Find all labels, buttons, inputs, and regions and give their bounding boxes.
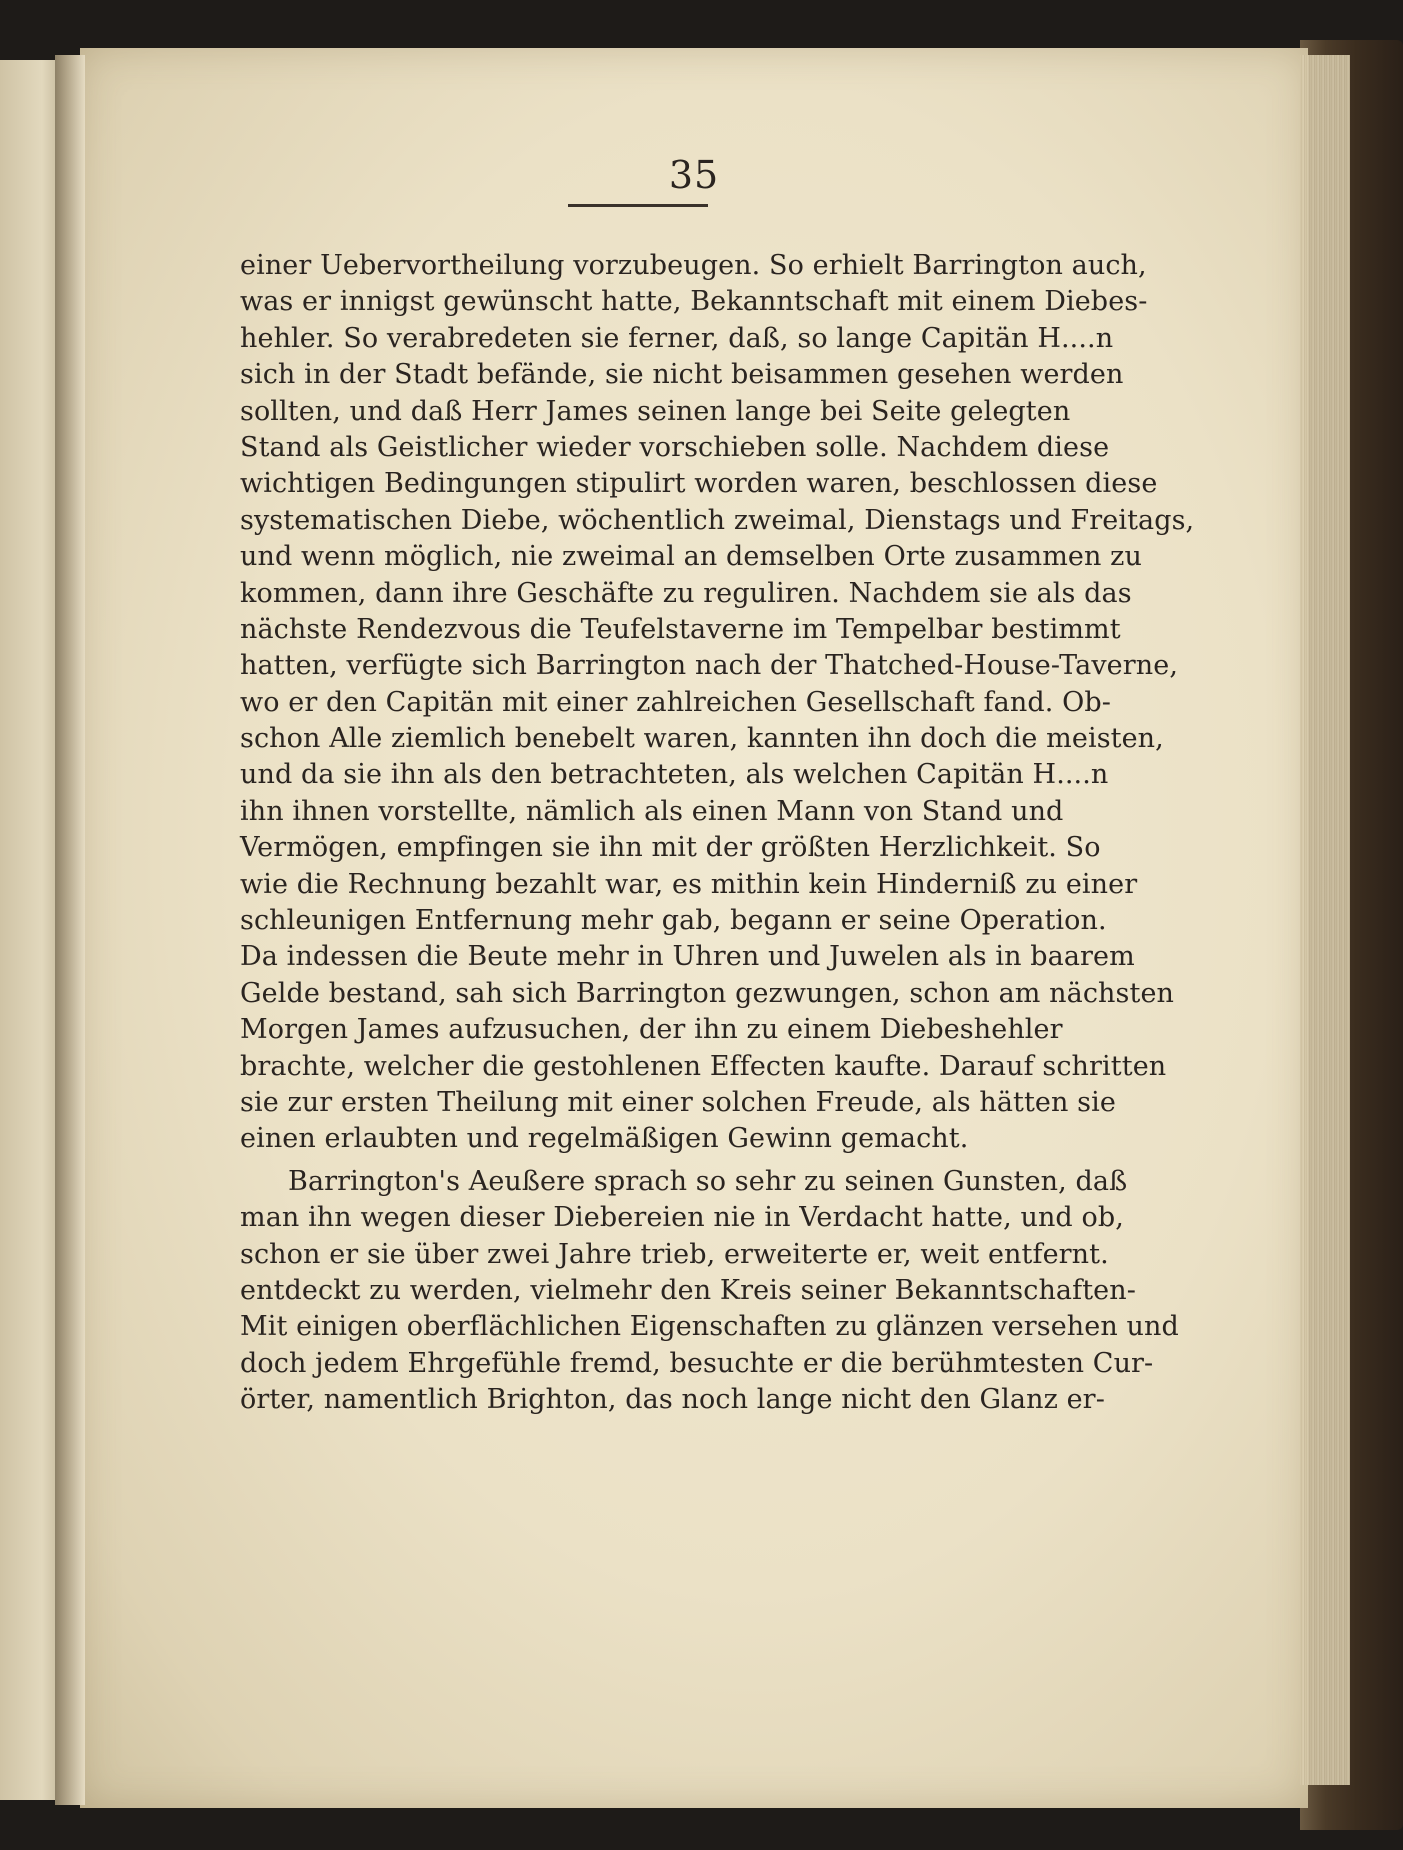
text-line: hehler. So verabredeten sie ferner, daß, so lange Capitän H....n xyxy=(240,322,1114,354)
text-line: örter, namentlich Brighton, das noch lange nicht den Glanz er- xyxy=(240,1384,1105,1416)
body-text xyxy=(240,248,1195,1419)
text-line: einer Uebervortheilung vorzubeugen. So erhielt Barrington auch, xyxy=(240,250,1147,281)
text-line: doch jedem Ehrgefühle fremd, besuchte er die berühmtesten Cur- xyxy=(240,1347,1154,1379)
text-line: Vermögen, empfingen sie ihn mit der größten Herzlichkeit. So xyxy=(240,832,1101,864)
text-line: man ihn wegen dieser Diebereien nie in Verdacht hatte, und ob, xyxy=(240,1202,1124,1234)
paragraph xyxy=(240,248,1195,1158)
book-page xyxy=(80,48,1308,1808)
text-line: sollten, und daß Herr James seinen lange bei Seite gelegten xyxy=(240,395,1071,427)
text-line: sich in der Stadt befände, sie nicht beisammen gesehen werden xyxy=(240,359,1124,391)
text-line: systematischen Diebe, wöchentlich zweimal, Dienstags und Freitags, xyxy=(240,504,1195,536)
text-line: nächste Rendezvous die Teufelstaverne im Tempelbar bestimmt xyxy=(240,613,1121,645)
text-line: wo er den Capitän mit einer zahlreichen Gesellschaft fand. Ob- xyxy=(240,686,1111,718)
text-line: hatten, verfügte sich Barrington nach der Thatched-House-Taverne, xyxy=(240,650,1179,682)
text-line: Barrington's Aeußere sprach so sehr zu seinen Gunsten, daß xyxy=(288,1165,1128,1197)
text-line: brachte, welcher die gestohlenen Effecten kaufte. Darauf schritten xyxy=(240,1050,1167,1082)
paragraph xyxy=(240,1164,1179,1419)
text-line: ihn ihnen vorstellte, nämlich als einen Mann von Stand und xyxy=(240,795,1064,827)
text-line: kommen, dann ihre Geschäfte zu reguliren. Nachdem sie als das xyxy=(240,577,1132,609)
text-line: wie die Rechnung bezahlt war, es mithin kein Hinderniß zu einer xyxy=(240,868,1138,900)
text-line: wichtigen Bedingungen stipulirt worden waren, beschlossen diese xyxy=(240,468,1158,500)
text-line: sie zur ersten Theilung mit einer solchen Freude, als hätten sie xyxy=(240,1086,1116,1118)
text-line: Stand als Geistlicher wieder vorschieben solle. Nachdem diese xyxy=(240,431,1110,463)
page-stack-edges xyxy=(1300,55,1350,1785)
text-line: und da sie ihn als den betrachteten, als welchen Capitän H....n xyxy=(240,759,1109,791)
text-line: schleunigen Entfernung mehr gab, begann er seine Operation. xyxy=(240,905,1107,937)
text-line: schon er sie über zwei Jahre trieb, erweiterte er, weit entfernt. xyxy=(240,1238,1109,1270)
text-line: Gelde bestand, sah sich Barrington gezwungen, schon am nächsten xyxy=(240,977,1175,1009)
text-line: Da indessen die Beute mehr in Uhren und Juwelen als in baarem xyxy=(240,941,1135,973)
header-rule xyxy=(568,204,708,207)
text-line: einen erlaubten und regelmäßigen Gewinn gemacht. xyxy=(240,1123,969,1155)
text-line: Mit einigen oberflächlichen Eigenschaften zu glänzen versehen und xyxy=(240,1311,1179,1343)
page-number: 35 xyxy=(668,153,720,197)
text-line: entdeckt zu werden, vielmehr den Kreis seiner Bekanntschaften- xyxy=(240,1274,1136,1306)
text-line: und wenn möglich, nie zweimal an demselben Orte zusammen zu xyxy=(240,541,1142,573)
text-line: was er innigst gewünscht hatte, Bekanntschaft mit einem Diebes- xyxy=(240,286,1148,318)
text-line: Morgen James aufzusuchen, der ihn zu einem Diebeshehler xyxy=(240,1014,1063,1046)
page-gutter xyxy=(55,55,85,1805)
text-line: schon Alle ziemlich benebelt waren, kannten ihn doch die meisten, xyxy=(240,723,1164,755)
